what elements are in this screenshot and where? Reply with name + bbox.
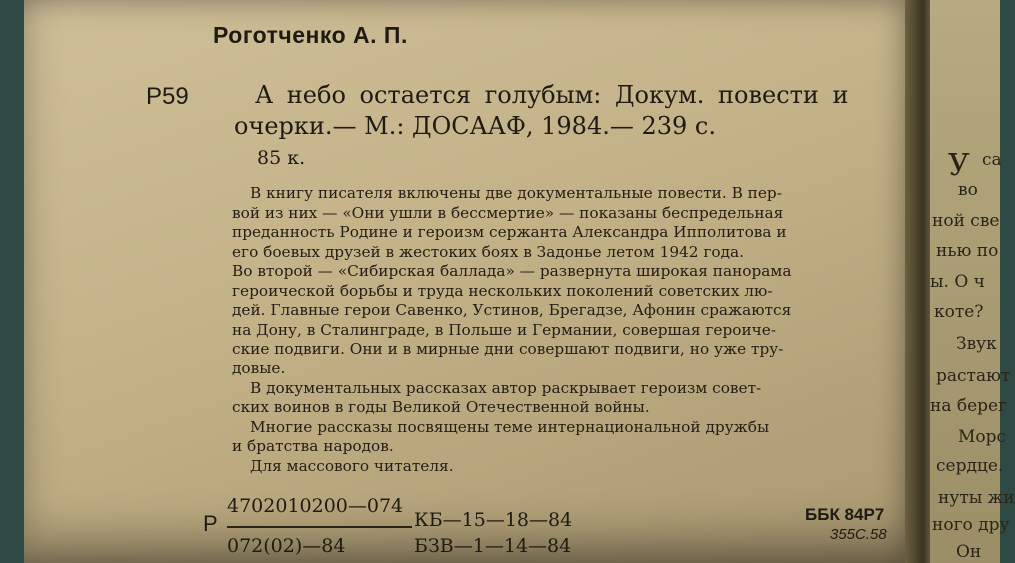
annotation-line: преданность Родине и героизм сержанта Александра Ипполитова и bbox=[232, 223, 787, 241]
next-page bbox=[930, 0, 1015, 563]
annotation-line: и братства народов. bbox=[232, 437, 394, 455]
annotation-line: дей. Главные герои Савенко, Устинов, Брегадзе, Афонин сражаются bbox=[232, 301, 792, 319]
biblio-letter: Р bbox=[203, 511, 218, 536]
annotation-line: В книгу писателя включены две документальные повести. В пер- bbox=[250, 184, 782, 202]
annotation-line: довые. bbox=[232, 359, 286, 377]
fraction-line bbox=[227, 526, 412, 528]
next-page-fragment: нью по bbox=[936, 241, 999, 261]
title-line-2: очерки.— М.: ДОСААФ, 1984.— 239 с. bbox=[234, 112, 716, 140]
next-page-fragment: во bbox=[958, 180, 978, 200]
price: 85 к. bbox=[257, 147, 306, 169]
annotation-line: героической борьбы и труда нескольких поколений советских лю- bbox=[232, 282, 773, 300]
next-page-fragment: ной све bbox=[932, 211, 1000, 231]
annotation-line: его боевых друзей в жестоких боях в Задонье летом 1942 года. bbox=[232, 243, 745, 261]
biblio-numerator: 4702010200—074 bbox=[227, 495, 404, 517]
title-line-1: А небо остается голубым: Докум. повести и bbox=[255, 81, 849, 109]
author-name: Роготченко А. П. bbox=[213, 22, 408, 48]
annotation-line: Многие рассказы посвящены теме интернациональной дружбы bbox=[250, 418, 770, 436]
next-page-fragment: ы. О ч bbox=[930, 272, 985, 292]
annotation-line: на Дону, в Сталинграде, в Польше и Германии, совершая героиче- bbox=[232, 321, 776, 339]
call-number: Р59 bbox=[146, 83, 189, 110]
next-page-fragment: са bbox=[982, 150, 1002, 170]
biblio-kb: КБ—15—18—84 bbox=[414, 509, 573, 531]
next-page-fragment: растают bbox=[936, 366, 1011, 386]
biblio-denominator: 072(02)—84 bbox=[227, 535, 346, 557]
next-page-fragment: У bbox=[948, 148, 970, 183]
annotation-line: В документальных рассказах автор раскрывает героизм совет- bbox=[250, 379, 762, 397]
next-page-fragment: нуты жи bbox=[938, 488, 1015, 508]
next-page-fragment: коте? bbox=[934, 302, 984, 322]
next-page-fragment: сердце. bbox=[936, 456, 1004, 476]
annotation-line: ских воинов в годы Великой Отечественной войны. bbox=[232, 398, 650, 416]
next-page-fragment: на берег bbox=[930, 396, 1008, 416]
annotation-line: Для массового читателя. bbox=[250, 457, 454, 475]
next-page-fragment: Морс bbox=[958, 427, 1007, 447]
annotation-line: вой из них — «Они ушли в бессмертие» — показаны беспредельная bbox=[232, 204, 784, 222]
annotation-line: Во второй — «Сибирская баллада» — развернута широкая панорама bbox=[232, 262, 792, 280]
annotation-line: ские подвиги. Они и в мирные дни совершают подвиги, но уже тру- bbox=[232, 340, 784, 358]
next-page-fragment: Он bbox=[956, 542, 982, 562]
bbk-code: ББК 84Р7 bbox=[805, 505, 885, 524]
biblio-bzv: БЗВ—1—14—84 bbox=[414, 535, 572, 557]
next-page-fragment: ного дру bbox=[932, 515, 1010, 535]
next-page-fragment: Звук bbox=[956, 334, 997, 354]
udk-code: 355С.58 bbox=[830, 526, 887, 543]
